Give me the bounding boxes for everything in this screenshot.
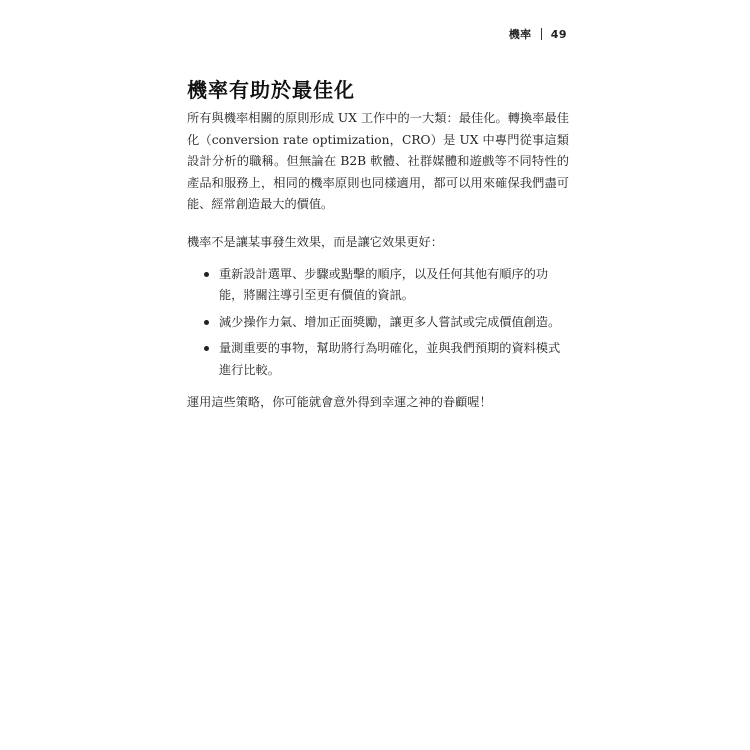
bullet-icon	[204, 272, 209, 277]
lead-in-paragraph: 機率不是讓某事發生效果，而是讓它效果更好：	[187, 234, 443, 249]
header-divider	[541, 28, 542, 40]
intro-paragraph: 所有與機率相關的原則形成 UX 工作中的一大類：最佳化。轉換率最佳化（conversion rate optimization，CRO）是 UX 中專門從事這類設計分析的職稱。但無論在 B2B 軟體、社群媒體和遊戲等不同特性的產品和服務上，相同的機率原則也同樣適用，都可以用來確保我們盡可能、經常創造最大的價值。	[187, 111, 569, 212]
list-item-text: 減少操作力氣、增加正面獎勵，讓更多人嘗試或完成價值創造。	[219, 314, 561, 329]
list-item	[187, 338, 569, 381]
running-header	[509, 26, 567, 42]
section-title: 機率有助於最佳化	[187, 78, 355, 102]
list-item-text: 重新設計選單、步驟或點擊的順序，以及任何其他有順序的功能，將關注導引至更有價值的資訊。	[219, 266, 549, 303]
closing-paragraph: 運用這些策略，你可能就會意外得到幸運之神的眷顧喔！	[187, 394, 492, 409]
strategy-list	[187, 264, 569, 382]
chapter-label: 機率	[508, 28, 532, 41]
page-number: 49	[550, 27, 567, 41]
list-item	[187, 264, 569, 307]
bullet-icon	[204, 346, 209, 351]
list-item-text: 量測重要的事物，幫助將行為明確化，並與我們預期的資料模式進行比較。	[219, 341, 561, 377]
bullet-icon	[204, 320, 209, 325]
body-content	[187, 108, 569, 413]
list-item	[187, 312, 569, 334]
